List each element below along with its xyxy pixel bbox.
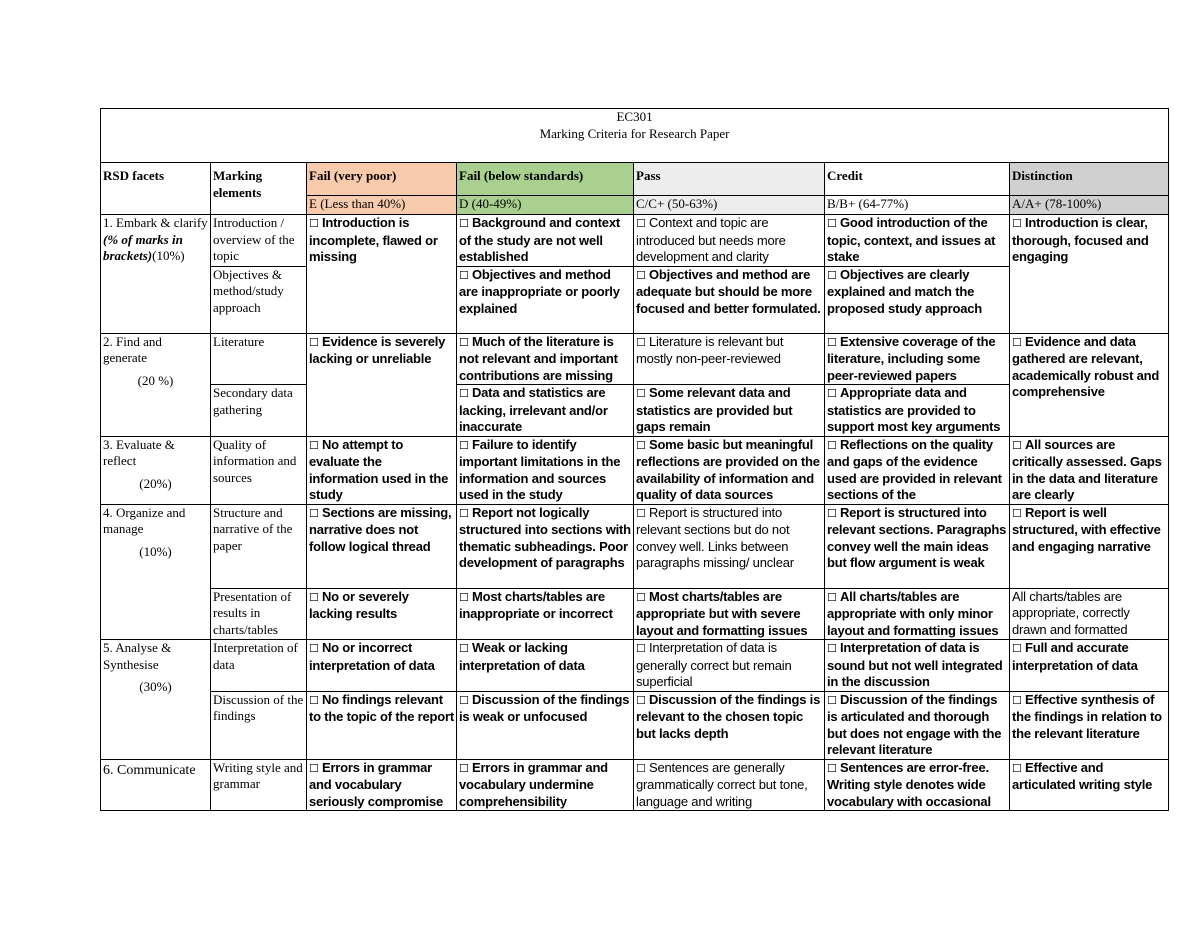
criteria-cell: ☐ Evidence and data gathered are relevant, academically robust and comprehensive (1010, 333, 1169, 436)
criteria-cell: ☐ Appropriate data and statistics are provided to support most key arguments (825, 385, 1010, 437)
criteria-cell: ☐ All charts/tables are appropriate with only minor layout and formatting issues (825, 588, 1010, 640)
table-row (101, 333, 1169, 385)
table-row (101, 640, 1169, 692)
criteria-cell: All charts/tables are appropriate, correctly drawn and formatted (1010, 588, 1169, 640)
element-interpretation: Interpretation of data (211, 640, 307, 692)
criteria-cell: ☐ Errors in grammar and vocabulary undermine comprehensibility (457, 759, 634, 811)
criteria-cell: ☐ Evidence is severely lacking or unreliable (307, 333, 457, 436)
criteria-cell: ☐ Interpretation of data is sound but not well integrated in the discussion (825, 640, 1010, 692)
criteria-cell: ☐ Most charts/tables are appropriate but with severe layout and formatting issues (634, 588, 825, 640)
element-secondary-data: Secondary data gathering (211, 385, 307, 437)
facet-label: 2. Find and generate (103, 333, 162, 365)
criteria-cell: ☐ No findings relevant to the topic of the report (307, 691, 457, 759)
criteria-cell: ☐ Most charts/tables are inappropriate or incorrect (457, 588, 634, 640)
criteria-cell: ☐ Sections are missing, narrative does not follow logical thread (307, 504, 457, 588)
table-row (101, 759, 1169, 811)
criteria-cell: ☐ Objectives and method are adequate but should be more focused and better formulated. (634, 266, 825, 333)
facet-analyse (101, 640, 211, 760)
table-title (101, 109, 1169, 163)
header-elements: Marking elements (211, 163, 307, 215)
grade-fail-very-poor: E (Less than 40%) (307, 196, 457, 215)
criteria-cell: ☐ Introduction is incomplete, flawed or missing (307, 215, 457, 334)
facet-label: 5. Analyse & Synthesise (103, 640, 172, 672)
header-fail-very-poor: Fail (very poor) (307, 163, 457, 196)
criteria-cell: ☐ Good introduction of the topic, context, and issues at stake (825, 215, 1010, 267)
criteria-cell: ☐ All sources are critically assessed. Gaps in the data and literature are clearly (1010, 436, 1169, 504)
criteria-cell: ☐ Failure to identify important limitations in the information and sources used in the study (457, 436, 634, 504)
criteria-cell: ☐ Sentences are error-free. Writing style denotes wide vocabulary with occasional (825, 759, 1010, 811)
facet-evaluate (101, 436, 211, 504)
grade-fail-below-standards: D (40-49%) (457, 196, 634, 215)
table-row (101, 436, 1169, 504)
criteria-cell: ☐ Full and accurate interpretation of data (1010, 640, 1169, 692)
table-row (101, 266, 1169, 333)
table-row (101, 385, 1169, 437)
header-row (101, 163, 1169, 196)
criteria-cell: ☐ Interpretation of data is generally correct but remain superficial (634, 640, 825, 692)
facet-percent: (10%) (139, 543, 172, 559)
element-objectives: Objectives & method/study approach (211, 266, 307, 333)
title-row (101, 109, 1169, 163)
criteria-cell: ☐ Discussion of the findings is articulated and thorough but does not engage with the relevant literature (825, 691, 1010, 759)
grade-pass: C/C+ (50-63%) (634, 196, 825, 215)
element-presentation: Presentation of results in charts/tables (211, 588, 307, 640)
criteria-cell: ☐ Reflections on the quality and gaps of the evidence used are provided in relevant sections of the (825, 436, 1010, 504)
table-row (101, 504, 1169, 588)
element-introduction: Introduction / overview of the topic (211, 215, 307, 267)
header-fail-below-standards: Fail (below standards) (457, 163, 634, 196)
criteria-cell: ☐ Weak or lacking interpretation of data (457, 640, 634, 692)
criteria-cell: ☐ No attempt to evaluate the information used in the study (307, 436, 457, 504)
criteria-cell: ☐ Effective synthesis of the findings in relation to the relevant literature (1010, 691, 1169, 759)
document-subtitle: Marking Criteria for Research Paper (539, 125, 730, 141)
header-distinction: Distinction (1010, 163, 1169, 196)
facet-embark (101, 215, 211, 334)
criteria-cell: ☐ No or severely lacking results (307, 588, 457, 640)
grade-distinction: A/A+ (78-100%) (1010, 196, 1169, 215)
facet-find (101, 333, 211, 436)
criteria-cell: ☐ Objectives and method are inappropriate or poorly explained (457, 266, 634, 333)
facet-note: (% of marks in brackets) (103, 231, 183, 263)
criteria-cell: ☐ Report is structured into relevant sections but do not convey well. Links between paragraphs missing/ unclear (634, 504, 825, 588)
element-writing: Writing style and grammar (211, 759, 307, 811)
criteria-cell: ☐ Some relevant data and statistics are provided but gaps remain (634, 385, 825, 437)
facet-label: 6. Communicate (103, 762, 196, 778)
facet-percent: (20%) (139, 475, 172, 491)
criteria-cell: ☐ Background and context of the study are not well established (457, 215, 634, 267)
criteria-cell: ☐ Report not logically structured into sections with thematic subheadings. Poor development of paragraphs (457, 504, 634, 588)
criteria-cell: ☐ Sentences are generally grammatically correct but tone, language and writing (634, 759, 825, 811)
criteria-cell: ☐ Report is well structured, with effective and engaging narrative (1010, 504, 1169, 588)
facet-organize (101, 504, 211, 640)
grade-credit: B/B+ (64-77%) (825, 196, 1010, 215)
criteria-cell: ☐ Context and topic are introduced but needs more development and clarity (634, 215, 825, 267)
facet-label: 4. Organize and manage (103, 504, 186, 536)
criteria-cell: ☐ Discussion of the findings is weak or unfocused (457, 691, 634, 759)
facet-label: 1. Embark & clarify (103, 215, 208, 230)
header-pass: Pass (634, 163, 825, 196)
criteria-cell: ☐ Errors in grammar and vocabulary seriously compromise (307, 759, 457, 811)
element-literature: Literature (211, 333, 307, 385)
facet-communicate (101, 759, 211, 811)
table-row (101, 588, 1169, 640)
criteria-cell: ☐ No or incorrect interpretation of data (307, 640, 457, 692)
facet-percent: (10%) (152, 248, 185, 263)
criteria-cell: ☐ Discussion of the findings is relevant to the chosen topic but lacks depth (634, 691, 825, 759)
facet-label: 3. Evaluate & reflect (103, 436, 175, 468)
criteria-cell: ☐ Effective and articulated writing style (1010, 759, 1169, 811)
facet-percent: (20 %) (137, 372, 174, 388)
course-code: EC301 (616, 109, 653, 124)
criteria-cell: ☐ Objectives are clearly explained and match the proposed study approach (825, 266, 1010, 333)
criteria-cell: ☐ Some basic but meaningful reflections are provided on the availability of information and quality of data sources (634, 436, 825, 504)
header-credit: Credit (825, 163, 1010, 196)
criteria-cell: ☐ Extensive coverage of the literature, including some peer-reviewed papers (825, 333, 1010, 385)
criteria-cell: ☐ Data and statistics are lacking, irrelevant and/or inaccurate (457, 385, 634, 437)
marking-criteria-table (100, 108, 1169, 811)
header-facets: RSD facets (101, 163, 211, 215)
element-discussion: Discussion of the findings (211, 691, 307, 759)
element-structure: Structure and narrative of the paper (211, 504, 307, 588)
table-row (101, 691, 1169, 759)
facet-percent: (30%) (139, 679, 172, 694)
criteria-cell: ☐ Introduction is clear, thorough, focused and engaging (1010, 215, 1169, 334)
table-row (101, 215, 1169, 267)
criteria-cell: ☐ Literature is relevant but mostly non-peer-reviewed (634, 333, 825, 385)
criteria-cell: ☐ Much of the literature is not relevant and important contributions are missing (457, 333, 634, 385)
element-quality: Quality of information and sources (211, 436, 307, 504)
criteria-cell: ☐ Report is structured into relevant sections. Paragraphs convey well the main ideas but flow argument is weak (825, 504, 1010, 588)
